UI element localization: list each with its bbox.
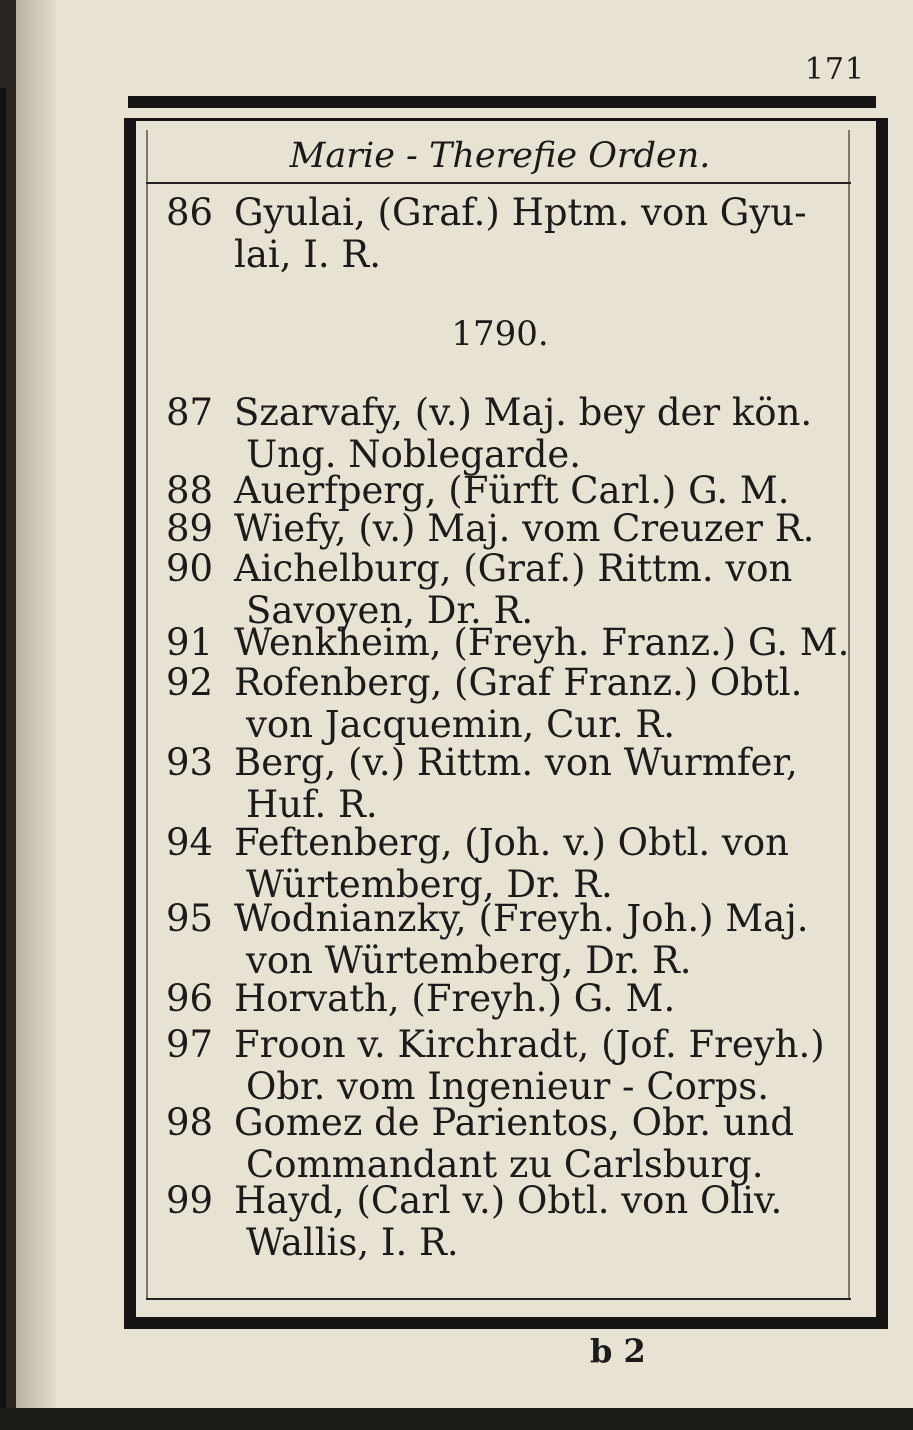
entry-text: Würtemberg, Dr. R. [246,863,613,906]
entry-number: 98 [166,1101,214,1144]
list-item [166,1024,846,1108]
entry-text: Commandant zu Carlsburg. [246,1143,764,1186]
entry-text: Wenkheim, (Freyh. Franz.) G. M. [234,621,850,664]
entry-text: Horvath, (Freyh.) G. M. [234,977,676,1020]
entry-number: 94 [166,821,214,864]
entry-number: 93 [166,741,214,784]
entry-number: 89 [166,507,214,550]
entry-number: 92 [166,661,214,704]
list-item [166,662,846,746]
entry-number: 88 [166,469,214,512]
list-item [166,470,846,512]
inner-right-rule [848,130,850,1298]
year-heading: 1790. [451,314,549,354]
bottom-edge [0,1408,913,1430]
list-item [166,192,846,276]
list-item [166,898,846,982]
list-item [166,508,846,550]
entry-text: Hayd, (Carl v.) Obtl. von Oliv. [234,1179,783,1222]
entry-text: Obr. vom Ingenieur - Corps. [246,1065,770,1108]
heading-rule [146,182,851,184]
section-heading: Marie - Therefie Orden. [289,136,711,176]
entry-number: 86 [166,191,214,234]
list-item [166,822,846,906]
entry-text: Savoyen, Dr. R. [246,589,534,632]
entry-number: 97 [166,1023,214,1066]
entry-text: Wallis, I. R. [246,1221,459,1264]
entry-text: Ung. Noblegarde. [246,433,582,476]
page-number: 171 [804,52,865,87]
entry-text: Wiefy, (v.) Maj. vom Creuzer R. [234,507,815,550]
left-edge-rule [0,88,6,1408]
entry-text: Huf. R. [246,783,378,826]
entry-number: 91 [166,621,214,664]
list-item [166,1102,846,1186]
entry-text: von Jacquemin, Cur. R. [246,703,675,746]
list-item [166,1180,846,1264]
list-item [166,978,846,1020]
signature-mark: b 2 [590,1332,646,1370]
gutter-shadow [16,0,56,1430]
top-thick-rule [128,96,876,108]
entry-number: 90 [166,547,214,590]
list-item [166,548,846,632]
entry-number: 96 [166,977,214,1020]
entry-text: Szarvafy, (v.) Maj. bey der kön. [234,391,813,434]
entry-text: Auerfperg, (Fürft Carl.) G. M. [234,469,790,512]
entry-text: von Würtemberg, Dr. R. [246,939,692,982]
list-item [166,392,846,476]
entry-text: Gyulai, (Graf.) Hptm. von Gyu- [234,191,807,234]
entry-text: Froon v. Kirchradt, (Jof. Freyh.) [234,1023,825,1066]
entry-number: 87 [166,391,214,434]
inner-left-rule [146,130,148,1298]
entry-text: Gomez de Parientos, Obr. und [234,1101,795,1144]
entry-text: Aichelburg, (Graf.) Rittm. von [234,547,793,590]
entry-text: Rofenberg, (Graf Franz.) Obtl. [234,661,803,704]
entry-number: 95 [166,897,214,940]
list-item [166,742,846,826]
bottom-inner-rule [146,1298,851,1300]
entry-number: 99 [166,1179,214,1222]
list-item [166,621,850,664]
entry-text: Wodnianzky, (Freyh. Joh.) Maj. [234,897,809,940]
entry-text: Feftenberg, (Joh. v.) Obtl. von [234,821,789,864]
entry-text: lai, I. R. [234,233,382,276]
entry-text: Berg, (v.) Rittm. von Wurmfer, [234,741,798,784]
